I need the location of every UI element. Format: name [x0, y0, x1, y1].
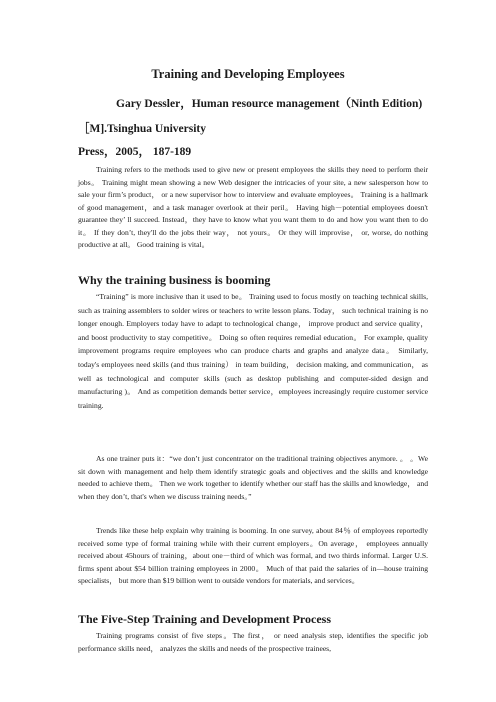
section-heading-booming: Why the training business is booming	[78, 273, 271, 287]
paragraph-trainer-quote: As one trainer puts it：“we don’t just concentrator on the traditional training objectives anymore. 。 。We sit down with management and help them identify strategic goals and objectives and the skills and knowledge needed to achieve them。 Then we work together to identify whether our staff has the skills and knowledge， and when they don’t, that's when we discuss training needs。”	[78, 454, 428, 501]
paragraph-trends: Trends like these help explain why training is booming. In one survey, about 84％ of employees reportedly received some type of formal training while with their current employers。On average， employees annually received about 45hours of training，about one－third of which was formal, and two thirds informal. Larger U.S. firms spent about $54 billion training employees in 2000。 Much of that paid the salaries of in—house training specialists， but more than $19 billion went to outside vendors for materials, and services。	[78, 526, 428, 585]
paragraph-training-inclusive: “Training” is more inclusive than it used to be。 Training used to focus mostly on teaching technical skills, such as training assemblers to solder wires or teachers to write lesson plans. Today， such technical training is no longer enough. Employers today have to adapt to technological change， improve product and service quality， and boost productivity to stay competitive。 Doing so often requires remedial education。 For example, quality improvement programs require employees who can produce charts and graphs and analyze data。 Similarly, today's employees need skills (and thus training） in team building， decision making, and communication， as well as technological and computer skills (such as desktop publishing and computer-sided design and manufacturing )。 And as competition demands better service，employees increasingly require customer service training.	[78, 292, 428, 410]
paragraph-intro: Training refers to the methods used to give new or present employees the skills they need to perform their jobs。 Training might mean showing a new Web designer the intricacies of your site, a new salesperson how to sale your firm’s product， or a new supervisor how to interview and evaluate employees。 Training is a hallmark of good management，and a task manager overlook at their peril。 Having high－potential employees doesn't guarantee they’ ll succeed. Instead，they have to know what you want them to do and how you want then to do it。 If they don’t, they'll do the jobs their way， not yours。 Or they will improvise， or, worse, do nothing productive at all。 Good training is vital。	[78, 165, 428, 249]
reference-line-publisher: ［M].Tsinghua University	[78, 123, 207, 135]
paragraph-five-steps: Training programs consist of five steps。The first， or need analysis step, identifies the specific job performance skills need， analyzes the skills and needs of the prospective trainees,	[78, 631, 428, 653]
reference-line-press-year: Press，2005， 187-189	[78, 146, 192, 158]
section-heading-five-step: The Five-Step Training and Development Process	[78, 612, 331, 626]
reference-line-author: Gary Dessler，Human resource management（Ninth Edition)	[116, 98, 423, 110]
document-title: Training and Developing Employees	[151, 67, 345, 81]
